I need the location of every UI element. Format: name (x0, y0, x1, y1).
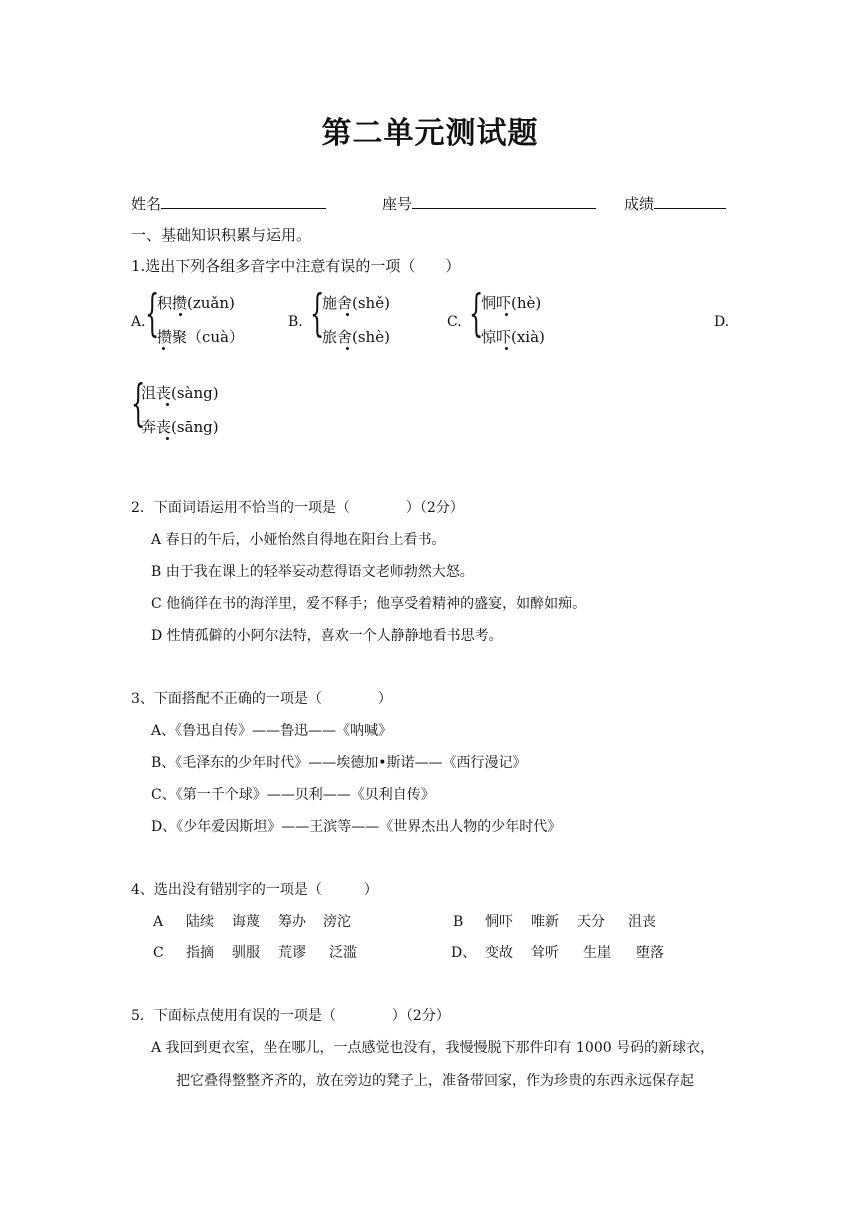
q1-option-d-line-2: 奔丧(sāng) (141, 418, 219, 436)
q4-word: 恫吓 (485, 914, 513, 930)
q3-item-c: C、《第一千个球》——贝利——《贝利自传》 (151, 787, 435, 803)
emphasis-dot (505, 347, 508, 350)
question-5-stem: 5．下面标点使用有误的一项是（ ）（2分） (131, 1008, 450, 1024)
q2-item-b: B 由于我在课上的轻举妄动惹得语文老师勃然大怒。 (151, 564, 474, 580)
q1-option-d-letter: D. (714, 314, 730, 330)
q4-option-b-letter: B (453, 914, 464, 930)
q4-word: 变故 (485, 945, 513, 961)
q4-word: 生崖 (583, 945, 611, 961)
q1-option-c-line-1: 恫吓(hè) (481, 294, 542, 312)
seat-label: 座号 (382, 192, 596, 214)
q1-option-b (322, 286, 390, 354)
q1-option-b-letter: B. (288, 314, 303, 330)
q1-option-a-letter: A. (131, 314, 146, 330)
score-label: 成绩 (624, 192, 726, 214)
q1-option-c (481, 286, 545, 354)
q1-option-a-line-2: 攒聚（cuà） (157, 328, 245, 346)
q3-item-a: A、《鲁迅自传》——鲁迅——《呐喊》 (151, 723, 393, 739)
question-1-stem: 1.选出下列各组多音字中注意有误的一项（ ） (131, 257, 461, 275)
q1-option-d-line-1: 沮丧(sàng) (141, 384, 219, 402)
q1-option-d (141, 376, 219, 444)
q1-option-b-line-1: 施舍(shě) (322, 294, 390, 312)
page-title: 第二单元测试题 (321, 116, 539, 151)
name-blank[interactable] (161, 192, 326, 209)
q4-word: 筹办 (278, 914, 306, 930)
brace-icon: { (469, 284, 484, 342)
q4-word: 驯服 (232, 945, 260, 961)
section-heading: 一、基础知识积累与运用。 (131, 226, 312, 244)
emphasis-dot (179, 313, 182, 316)
emphasis-dot (166, 403, 169, 406)
q4-word: 堕落 (636, 945, 664, 961)
q4-word: 泛滥 (329, 945, 357, 961)
q4-option-d-letter: D、 (451, 945, 477, 961)
q3-item-b: B、《毛泽东的少年时代》——埃德加•斯诺——《西行漫记》 (151, 755, 527, 771)
q4-word: 诲蔑 (232, 914, 260, 930)
q4-word: 滂沱 (323, 914, 351, 930)
q2-item-a: A 春日的午后，小娅怡然自得地在阳台上看书。 (151, 532, 446, 548)
q2-item-c: C 他徜徉在书的海洋里，爱不释手；他享受着精神的盛宴，如醉如痴。 (151, 596, 587, 612)
seat-blank[interactable] (412, 192, 596, 209)
q4-word: 沮丧 (628, 914, 656, 930)
q1-option-a-line-1: 积攒(zuǎn) (157, 294, 235, 312)
q4-option-a-letter: A (153, 914, 164, 930)
brace-icon: { (310, 284, 325, 342)
brace-icon: { (145, 284, 160, 342)
question-3-stem: 3、下面搭配不正确的一项是（ ） (131, 691, 392, 707)
q1-option-a (157, 286, 244, 354)
q4-word: 天分 (577, 914, 605, 930)
q4-word: 指摘 (186, 945, 214, 961)
q3-item-d: D、《少年爱因斯坦》——王滨等——《世界杰出人物的少年时代》 (151, 819, 562, 835)
q1-option-c-letter: C. (447, 314, 462, 330)
q5-item-a-line-1: A 我回到更衣室，坐在哪儿，一点感觉也没有，我慢慢脱下那件印有 1000 号码的新球衣， (151, 1040, 715, 1056)
emphasis-dot (346, 313, 349, 316)
q1-option-c-line-2: 惊吓(xià) (481, 328, 545, 346)
q5-item-a-line-2: 把它叠得整整齐齐的，放在旁边的凳子上，准备带回家，作为珍贵的东西永远保存起 (176, 1073, 694, 1089)
question-4-stem: 4、选出没有错别字的一项是（ ） (131, 882, 378, 898)
q4-option-c-letter: C (153, 945, 164, 961)
q4-word: 荒谬 (278, 945, 306, 961)
brace-icon: { (131, 374, 146, 432)
emphasis-dot (162, 347, 165, 350)
question-2-stem: 2．下面词语运用不恰当的一项是（ ）（2分） (131, 500, 464, 516)
q4-word: 耸听 (531, 945, 559, 961)
emphasis-dot (166, 437, 169, 440)
emphasis-dot (346, 347, 349, 350)
score-blank[interactable] (654, 192, 726, 209)
emphasis-dot (505, 313, 508, 316)
q4-word: 唯新 (531, 914, 559, 930)
name-label: 姓名 (131, 192, 326, 214)
q2-item-d: D 性情孤僻的小阿尔法特，喜欢一个人静静地看书思考。 (151, 628, 503, 644)
q1-option-b-line-2: 旅舍(shè) (322, 328, 390, 346)
q4-word: 陆续 (186, 914, 214, 930)
